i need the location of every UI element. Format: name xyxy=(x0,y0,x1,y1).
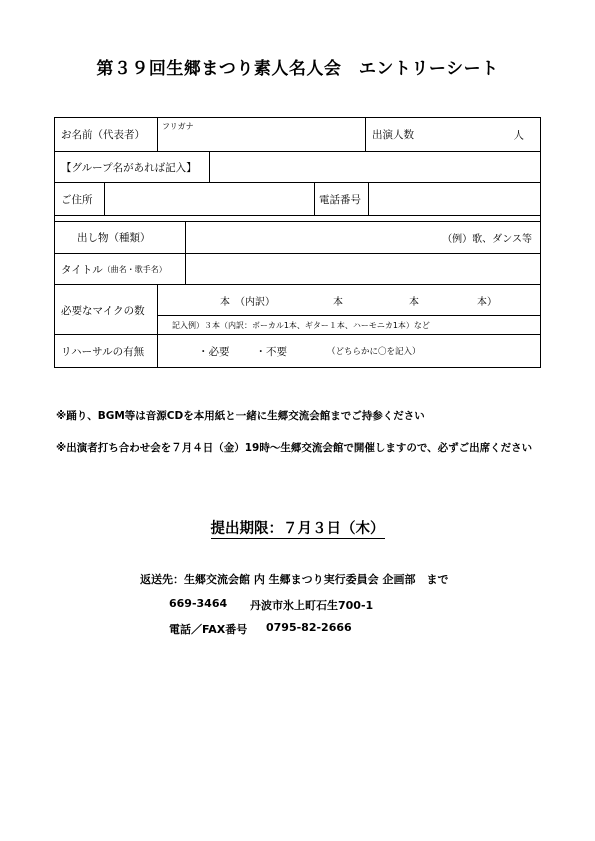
group-row xyxy=(55,152,540,183)
rehearsal-note: （どちらかに〇を記入） xyxy=(327,347,421,357)
phone-number: 0795-82-2666 xyxy=(266,621,352,634)
mic-unit-1: 本 xyxy=(333,296,343,308)
furigana-label: フリガナ xyxy=(162,122,194,131)
postal-code: 669-3464 xyxy=(169,597,228,610)
item-label: 出し物（種類） xyxy=(55,222,186,253)
address-label: ご住所 xyxy=(55,183,105,215)
phone-field[interactable] xyxy=(369,183,540,215)
rehearsal-row xyxy=(55,335,540,367)
group-field[interactable] xyxy=(210,152,540,182)
item-field[interactable] xyxy=(186,222,540,253)
mic-count-line xyxy=(158,285,540,316)
count-unit: 人 xyxy=(513,129,524,141)
entry-form xyxy=(54,117,541,368)
item-row xyxy=(55,222,540,254)
count-field[interactable] xyxy=(366,118,540,151)
deadline-text: 提出期限：７月３日（木） xyxy=(210,521,385,537)
mic-field[interactable] xyxy=(158,285,540,334)
mic-row xyxy=(55,285,540,335)
title-row xyxy=(55,254,540,285)
title-field[interactable] xyxy=(186,254,540,284)
page-title: 第３９回生郷まつり素人名人会 エントリーシート xyxy=(96,59,499,79)
note-meeting: ※出演者打ち合わせ会を７月４日（金）19時～生郷交流会館で開催しますので、必ずご出席ください xyxy=(56,442,533,454)
address-field[interactable] xyxy=(105,183,315,215)
mic-unit-3: 本） xyxy=(477,296,497,308)
mic-main: 本 （内訳） xyxy=(220,296,275,308)
title-sub-label: （曲名・歌手名） xyxy=(102,264,167,274)
name-field[interactable] xyxy=(158,118,366,151)
deadline xyxy=(0,517,595,538)
rehearsal-field[interactable] xyxy=(158,335,540,367)
phone-label: 電話番号 xyxy=(315,183,369,215)
address: 丹波市氷上町石生700-1 xyxy=(250,599,374,612)
count-label: 出演人数 xyxy=(372,129,414,141)
send-to: 返送先：生郷交流会館 内 生郷まつり実行委員会 企画部 まで xyxy=(140,573,449,586)
mic-example: 記入例）３本（内訳：ボーカル1本、ギター１本、ハーモニカ1本）など xyxy=(172,320,430,330)
mic-label: 必要なマイクの数 xyxy=(55,285,158,335)
item-example: （例）歌、ダンス等 xyxy=(442,234,532,245)
mic-unit-2: 本 xyxy=(409,296,419,308)
phone-label-footer: 電話／FAX番号 xyxy=(169,623,248,636)
title-label: タイトル xyxy=(61,263,103,276)
rehearsal-need[interactable]: ・必要 xyxy=(198,345,230,358)
title-label-cell xyxy=(55,254,186,284)
rehearsal-noneed[interactable]: ・不要 xyxy=(255,345,287,358)
note-cd: ※踊り、BGM等は音源CDを本用紙と一緒に生郷交流会館までご持参ください xyxy=(56,410,425,422)
name-row xyxy=(55,118,540,152)
name-label: お名前（代表者） xyxy=(55,118,158,151)
address-row xyxy=(55,183,540,216)
rehearsal-label: リハーサルの有無 xyxy=(55,335,158,367)
group-label: 【グループ名があれば記入】 xyxy=(55,152,210,182)
